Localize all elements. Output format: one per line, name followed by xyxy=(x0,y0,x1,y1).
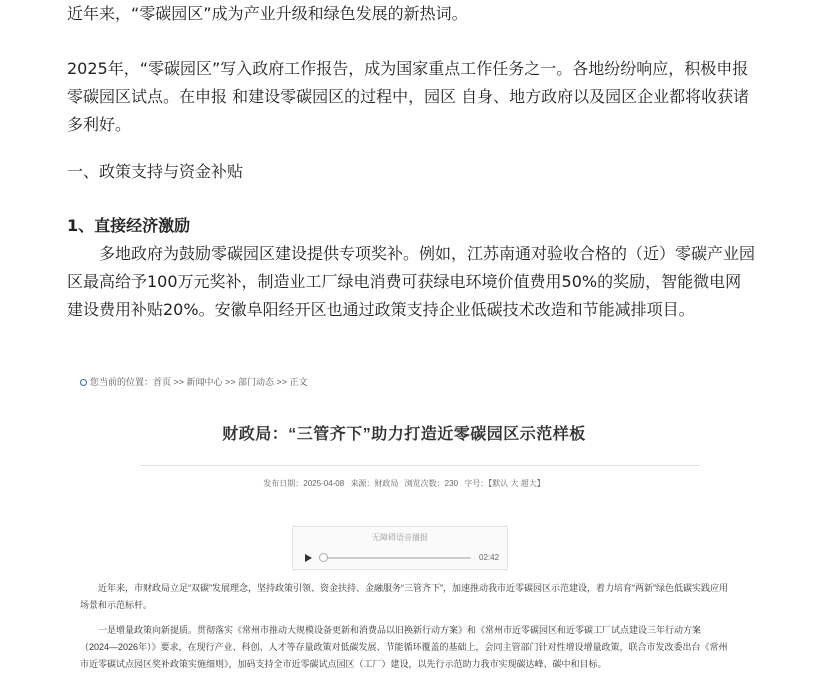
location-icon xyxy=(80,379,87,386)
view-count: 浏览次数：230 xyxy=(404,479,459,488)
title-divider xyxy=(140,465,700,466)
sub-heading: 1、直接经济激励 xyxy=(67,216,191,235)
incentive-paragraph: 多地政府为鼓励零碳园区建设提供专项奖补。例如，江苏南通对验收合格的（近）零碳产业园区最高给予100万元奖补，制造业工厂绿电消费可获绿电环境价值费用50%的奖励，智能微电网建设费用补贴20%。安徽阜阳经开区也通过政策支持企业低碳技术改造和节能减排项目。 xyxy=(67,244,756,319)
play-icon[interactable] xyxy=(305,554,312,562)
audio-player xyxy=(292,526,508,570)
audio-label: 无障碍语音播报 xyxy=(372,533,428,542)
policy-paragraph: 2025年，“零碳园区”写入政府工作报告，成为国家重点工作任务之一。各地纷纷响应，积极申报零碳园区试点。在申报 和建设零碳园区的过程中，园区 自身、地方政府以及园区企业都将收获诸多利好。 xyxy=(67,59,750,134)
publish-date: 发布日期：2025-04-08 xyxy=(263,479,345,488)
embedded-news-screenshot xyxy=(72,372,736,699)
intro-paragraph: 近年来，“零碳园区”成为产业升级和绿色发展的新热词。 xyxy=(67,4,468,23)
audio-progress-knob[interactable] xyxy=(319,553,328,562)
news-title: 财政局：“三管齐下”助力打造近零碳园区示范样板 xyxy=(222,426,586,443)
news-meta xyxy=(72,478,736,489)
audio-progress-track[interactable] xyxy=(321,557,471,559)
font-size-control[interactable]: 字号：【默认 大 超大】 xyxy=(464,479,545,488)
news-body-paragraph: 近年来，市财政局立足“双碳”发展理念，坚持政策引领、资金扶持、金融服务“三管齐下”，加速推动我市近零碳园区示范建设，着力培育“两新”绿色低碳实践应用场景和示范标杆。 xyxy=(80,583,728,610)
news-source: 来源：财政局 xyxy=(350,479,399,488)
news-body-paragraph: 一是增量政策向新提质。贯彻落实《常州市推动大规模设备更新和消费品以旧换新行动方案》和《常州市近零碳园区和近零碳工厂试点建设三年行动方案（2024—2026年）》要求，在现行产业、科创、人才等存量政策对低碳发展、节能循环覆盖的基础上，会同主管部门针对性增设增量政策，联合市发改委出台《常州市近零碳试点园区奖补政策实施细则》，加码支持全市近零碳试点园区（工厂）建设，以先行示范助力我市实现碳达峰、碳中和目标。 xyxy=(80,625,728,669)
audio-duration: 02:42 xyxy=(479,553,500,562)
breadcrumb xyxy=(80,375,308,388)
section-heading: 一、政策支持与资金补贴 xyxy=(67,162,244,181)
breadcrumb-text: 您当前的位置：首页 >> 新闻中心 >> 部门动态 >> 正文 xyxy=(90,377,308,387)
